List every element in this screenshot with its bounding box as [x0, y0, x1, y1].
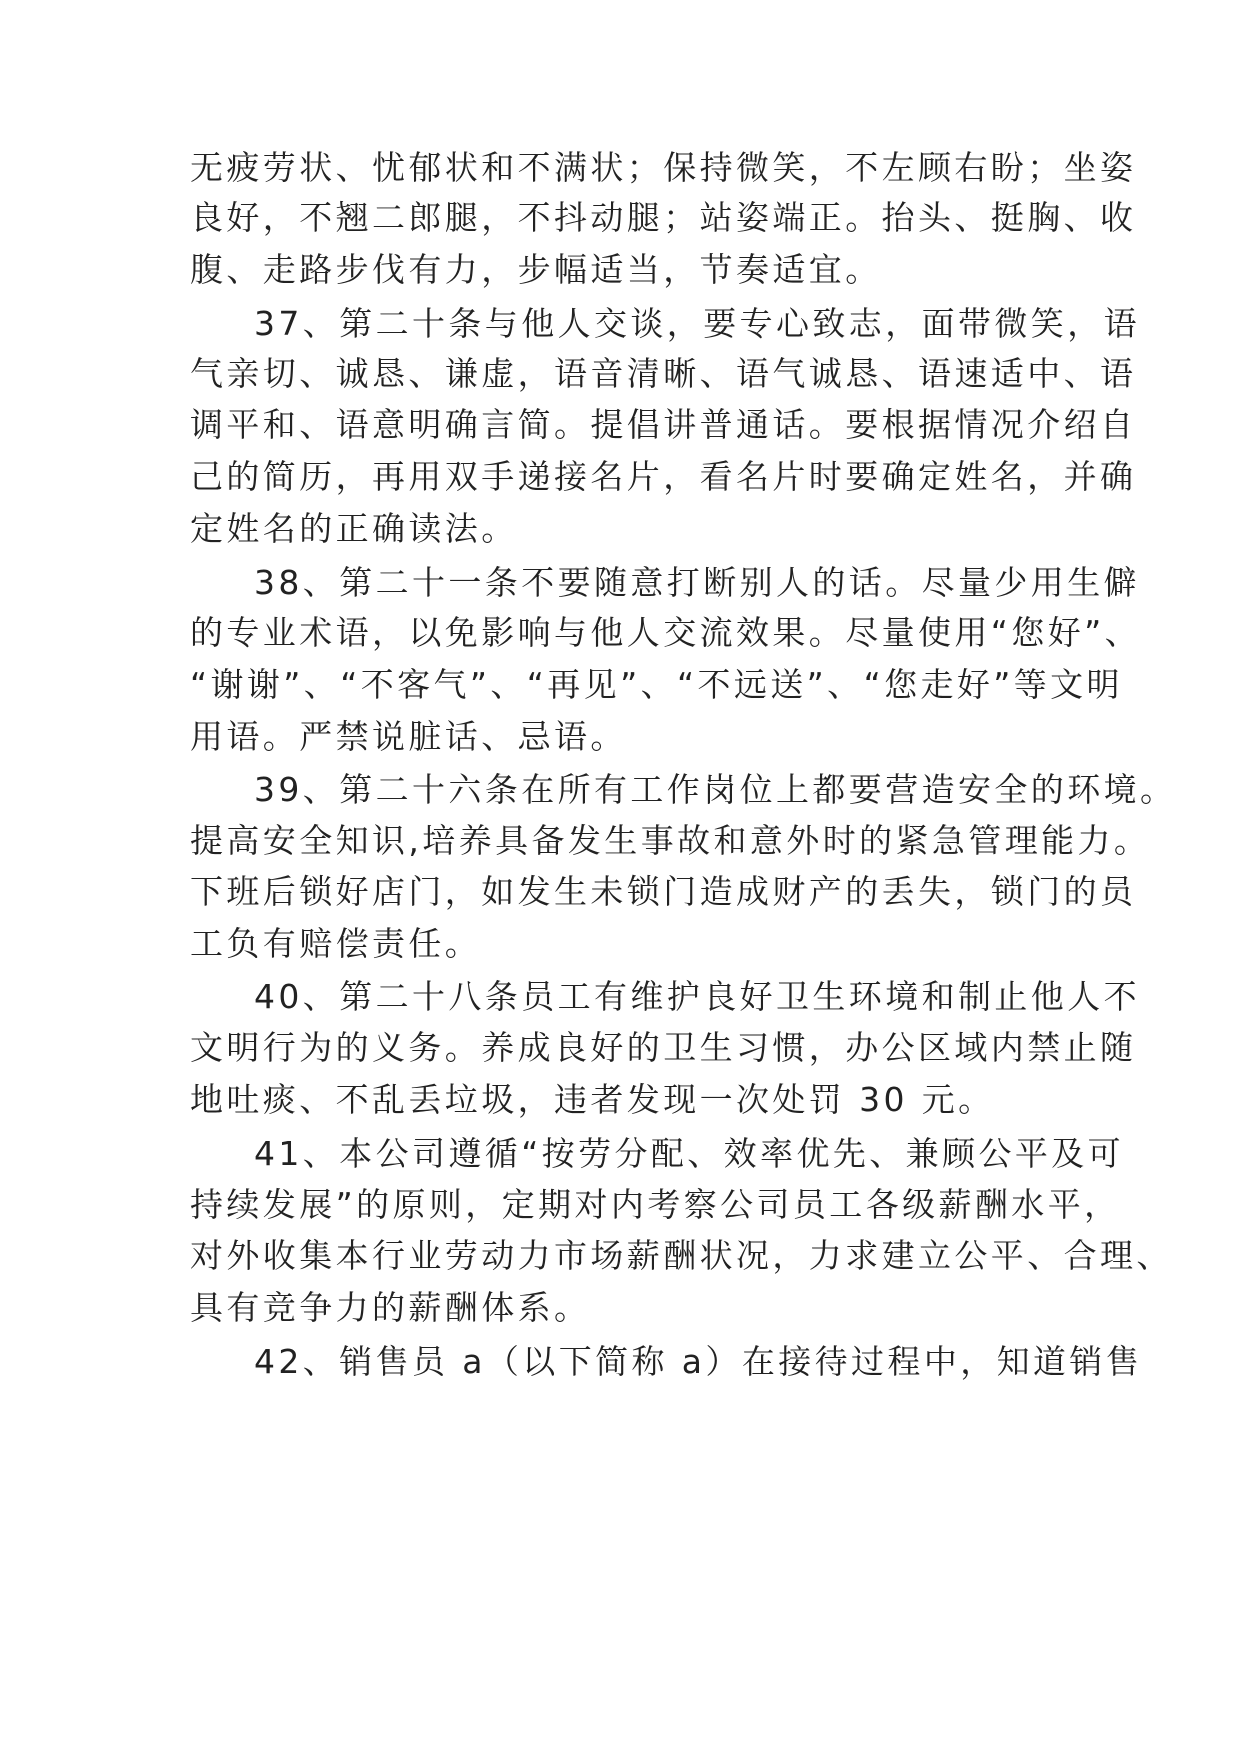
text-line: 气亲切、诚恳、谦虚，语音清晰、语气诚恳、语速适中、语 [190, 354, 1137, 393]
text-line: 38、第二十一条不要随意打断别人的话。尽量少用生僻 [254, 563, 1140, 602]
text-line: 37、第二十条与他人交谈，要专心致志，面带微笑，语 [254, 304, 1140, 343]
text-line: 无疲劳状、忧郁状和不满状；保持微笑，不左顾右盼；坐姿 [190, 148, 1137, 187]
text-line: 用语。严禁说脏话、忌语。 [190, 717, 627, 756]
text-line: 调平和、语意明确言简。提倡讲普通话。要根据情况介绍自 [190, 405, 1137, 444]
text-line: 己的简历，再用双手递接名片，看名片时要确定姓名，并确 [190, 457, 1137, 496]
text-line: 提高安全知识,培养具备发生事故和意外时的紧急管理能力。 [190, 821, 1151, 860]
text-line: “谢谢”、“不客气”、“再见”、“不远送”、“您走好”等文明 [190, 665, 1123, 704]
text-line: 39、第二十六条在所有工作岗位上都要营造安全的环境。 [254, 770, 1177, 809]
text-line: 具有竞争力的薪酬体系。 [190, 1288, 591, 1327]
text-line: 定姓名的正确读法。 [190, 509, 518, 548]
text-line: 下班后锁好店门，如发生未锁门造成财产的丢失，锁门的员 [190, 872, 1137, 911]
text-line: 42、销售员 a（以下简称 a）在接待过程中，知道销售 [254, 1342, 1143, 1381]
text-line: 文明行为的义务。养成良好的卫生习惯，办公区域内禁止随 [190, 1028, 1137, 1067]
text-line: 腹、走路步伐有力，步幅适当，节奏适宜。 [190, 250, 882, 289]
text-line: 良好，不翘二郎腿，不抖动腿；站姿端正。抬头、挺胸、收 [190, 198, 1137, 237]
text-line: 41、本公司遵循“按劳分配、效率优先、兼顾公平及可 [254, 1134, 1125, 1173]
text-line: 工负有赔偿责任。 [190, 924, 482, 963]
text-line: 的专业术语，以免影响与他人交流效果。尽量使用“您好”、 [190, 613, 1141, 652]
text-line: 地吐痰、不乱丢垃圾，违者发现一次处罚 30 元。 [190, 1080, 995, 1119]
text-line: 持续发展”的原则，定期对内考察公司员工各级薪酬水平， [190, 1185, 1121, 1224]
text-line: 对外收集本行业劳动力市场薪酬状况，力求建立公平、合理、 [190, 1236, 1173, 1275]
text-line: 40、第二十八条员工有维护良好卫生环境和制止他人不 [254, 977, 1140, 1016]
